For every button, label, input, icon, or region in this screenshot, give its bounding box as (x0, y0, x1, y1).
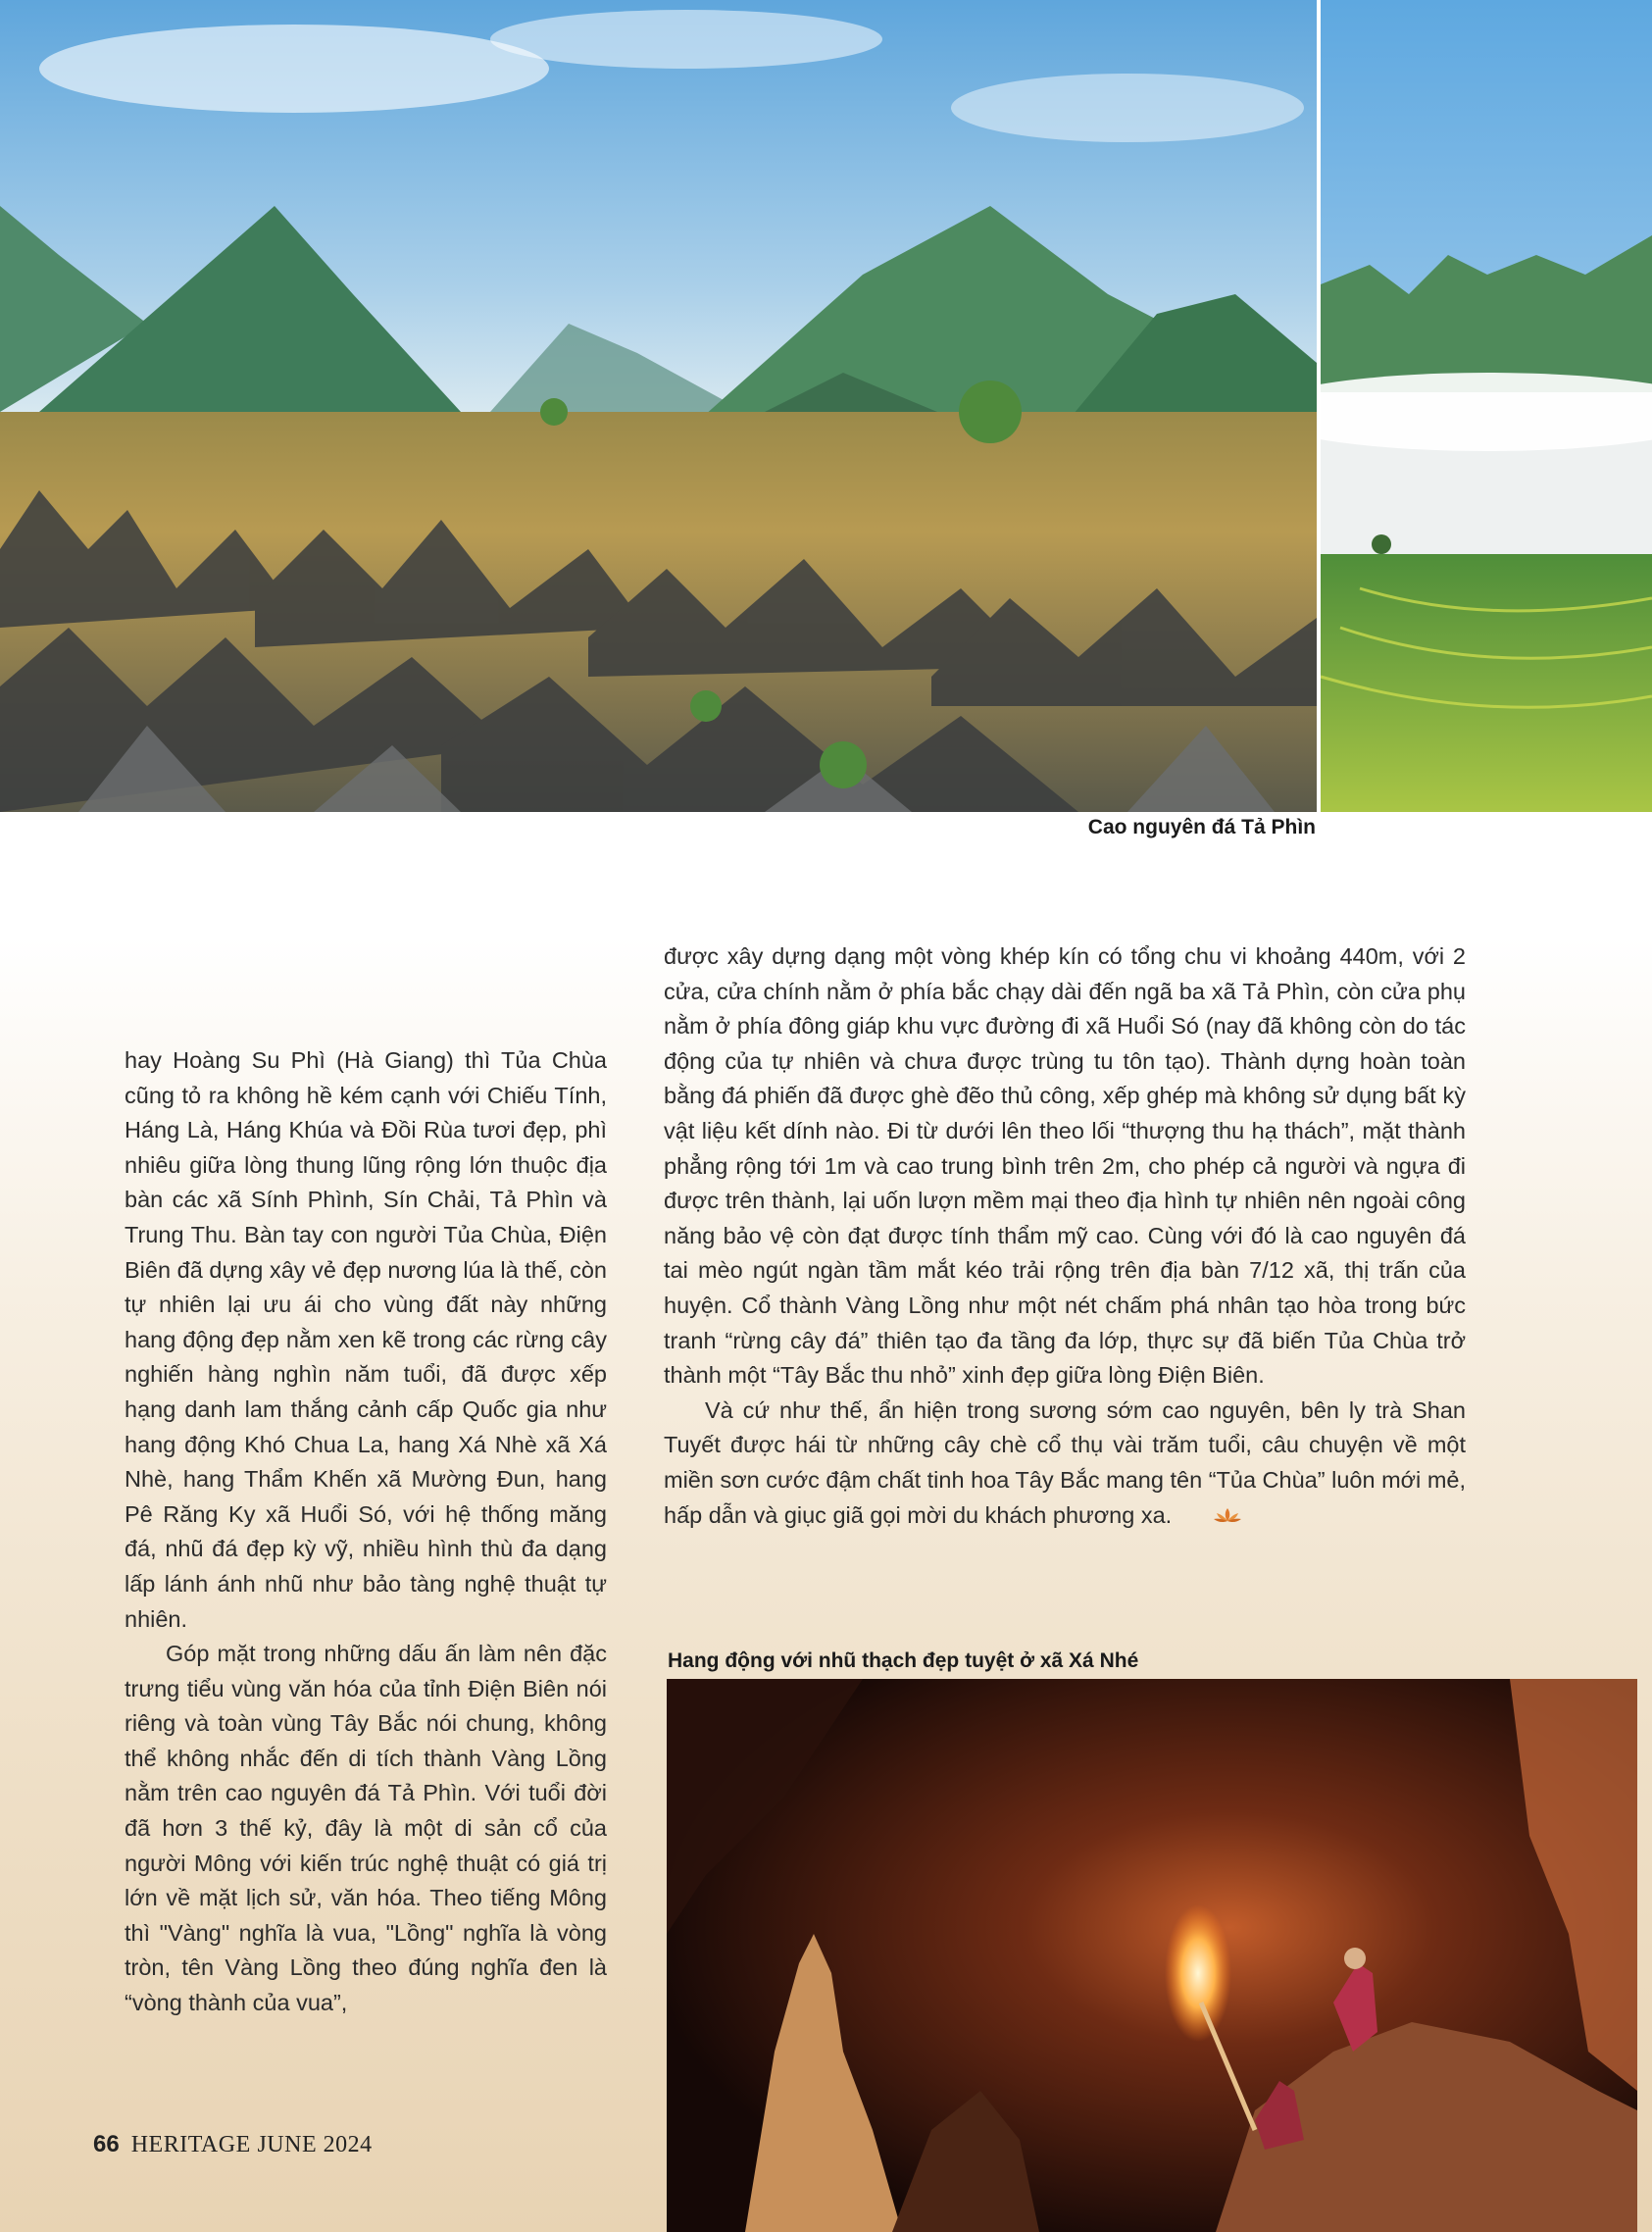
issue-date: JUNE 2024 (257, 2132, 373, 2157)
landscape-photo (0, 0, 1317, 812)
paragraph (664, 1394, 1466, 1534)
paragraph: Góp mặt trong những dấu ấn làm nên đặc trưng tiểu vùng văn hóa của tỉnh Điện Biên nói riêng và toàn vùng Tây Bắc nói chung, không thể không nhắc đến di tích thành Vàng Lồng nằm trên cao nguyên đá Tả Phìn. Với tuổi đời đã hơn 3 thế kỷ, đây là một di sản cổ của người Mông với kiến trúc nghệ thuật có giá trị lớn về mặt lịch sử, văn hóa. Theo tiếng Mông thì "Vàng" nghĩa là vua, "Lồng" nghĩa là vòng tròn, tên Vàng Lồng theo đúng nghĩa đen là “vòng thành của vua”, (125, 1641, 607, 2016)
lotus-icon (1172, 1499, 1242, 1535)
page-footer (93, 2128, 373, 2161)
top-photo-caption: Cao nguyên đá Tả Phìn (1087, 816, 1316, 838)
cave-photo-caption: Hang động với nhũ thạch đẹp tuyệt ở xã Xá Nhé (668, 1649, 1139, 1672)
page-number: 66 (93, 2131, 120, 2157)
paragraph-text: Và cứ như thế, ẩn hiện trong sương sớm cao nguyên, bên ly trà Shan Tuyết được hái từ những cây chè cổ thụ vài trăm tuổi, câu chuyện về một miền sơn cước đậm chất tinh hoa Tây Bắc mang tên “Tủa Chùa” luôn mới mẻ, hấp dẫn và giục giã gọi mời du khách phương xa. (664, 1396, 1466, 1528)
terraced-fields-photo (1321, 0, 1652, 812)
article-left-column (125, 1043, 607, 2021)
cave-photo (667, 1679, 1637, 2232)
article-right-column (664, 939, 1466, 1534)
magazine-name: HERITAGE (130, 2132, 251, 2157)
paragraph: được xây dựng dạng một vòng khép kín có tổng chu vi khoảng 440m, với 2 cửa, cửa chính nằm ở phía bắc chạy dài đến ngã ba xã Tả Phìn, còn cửa phụ nằm ở phía đông giáp khu vực đường đi xã Huổi Só (nay đã không còn do tác động của tự nhiên và chưa được trùng tu tôn tạo). Thành dựng hoàn toàn bằng đá phiến đã được ghè đẽo thủ công, xếp ghép mà không sử dụng bất kỳ vật liệu kết dính nào. Đi từ dưới lên theo lối “thượng thu hạ thách”, mặt thành phẳng rộng tới 1m và cao trung bình trên 2m, cho phép cả người và ngựa đi được trên thành, lại uốn lượn mềm mại theo địa hình tự nhiên nên ngoài công năng bảo vệ còn đạt được tính thẩm mỹ cao. Cùng với đó là cao nguyên đá tai mèo ngút ngàn tầm mắt kéo trải rộng trên địa bàn 7/12 xã, thị trấn của huyện. Cổ thành Vàng Lồng như một nét chấm phá nhân tạo hòa trong bức tranh “rừng cây đá” thiên tạo đa tầng đa lớp, thực sự đã biến Tủa Chùa trở thành một “Tây Bắc thu nhỏ” xinh đẹp giữa lòng Điện Biên. (664, 943, 1466, 1389)
paragraph: hay Hoàng Su Phì (Hà Giang) thì Tủa Chùa cũng tỏ ra không hề kém cạnh với Chiếu Tính, Háng Là, Háng Khúa và Đồi Rùa tươi đẹp, phì nhiêu giữa lòng thung lũng rộng lớn thuộc địa bàn các xã Sính Phình, Sín Chải, Tả Phìn và Trung Thu. Bàn tay con người Tủa Chùa, Điện Biên đã dựng xây vẻ đẹp nương lúa là thế, còn tự nhiên lại ưu ái cho vùng đất này những hang động đẹp nằm xen kẽ trong các rừng cây nghiến hàng nghìn năm tuổi, đã được xếp hạng danh lam thắng cảnh cấp Quốc gia như hang động Khó Chua La, hang Xá Nhè xã Xá Nhè, hang Thẩm Khến xã Mường Đun, hang Pê Răng Ky xã Huổi Só, với hệ thống măng đá, nhũ đá đẹp kỳ vỹ, nhiều hình thù đa dạng lấp lánh ánh nhũ như bảo tàng nghệ thuật tự nhiên. (125, 1047, 607, 1632)
